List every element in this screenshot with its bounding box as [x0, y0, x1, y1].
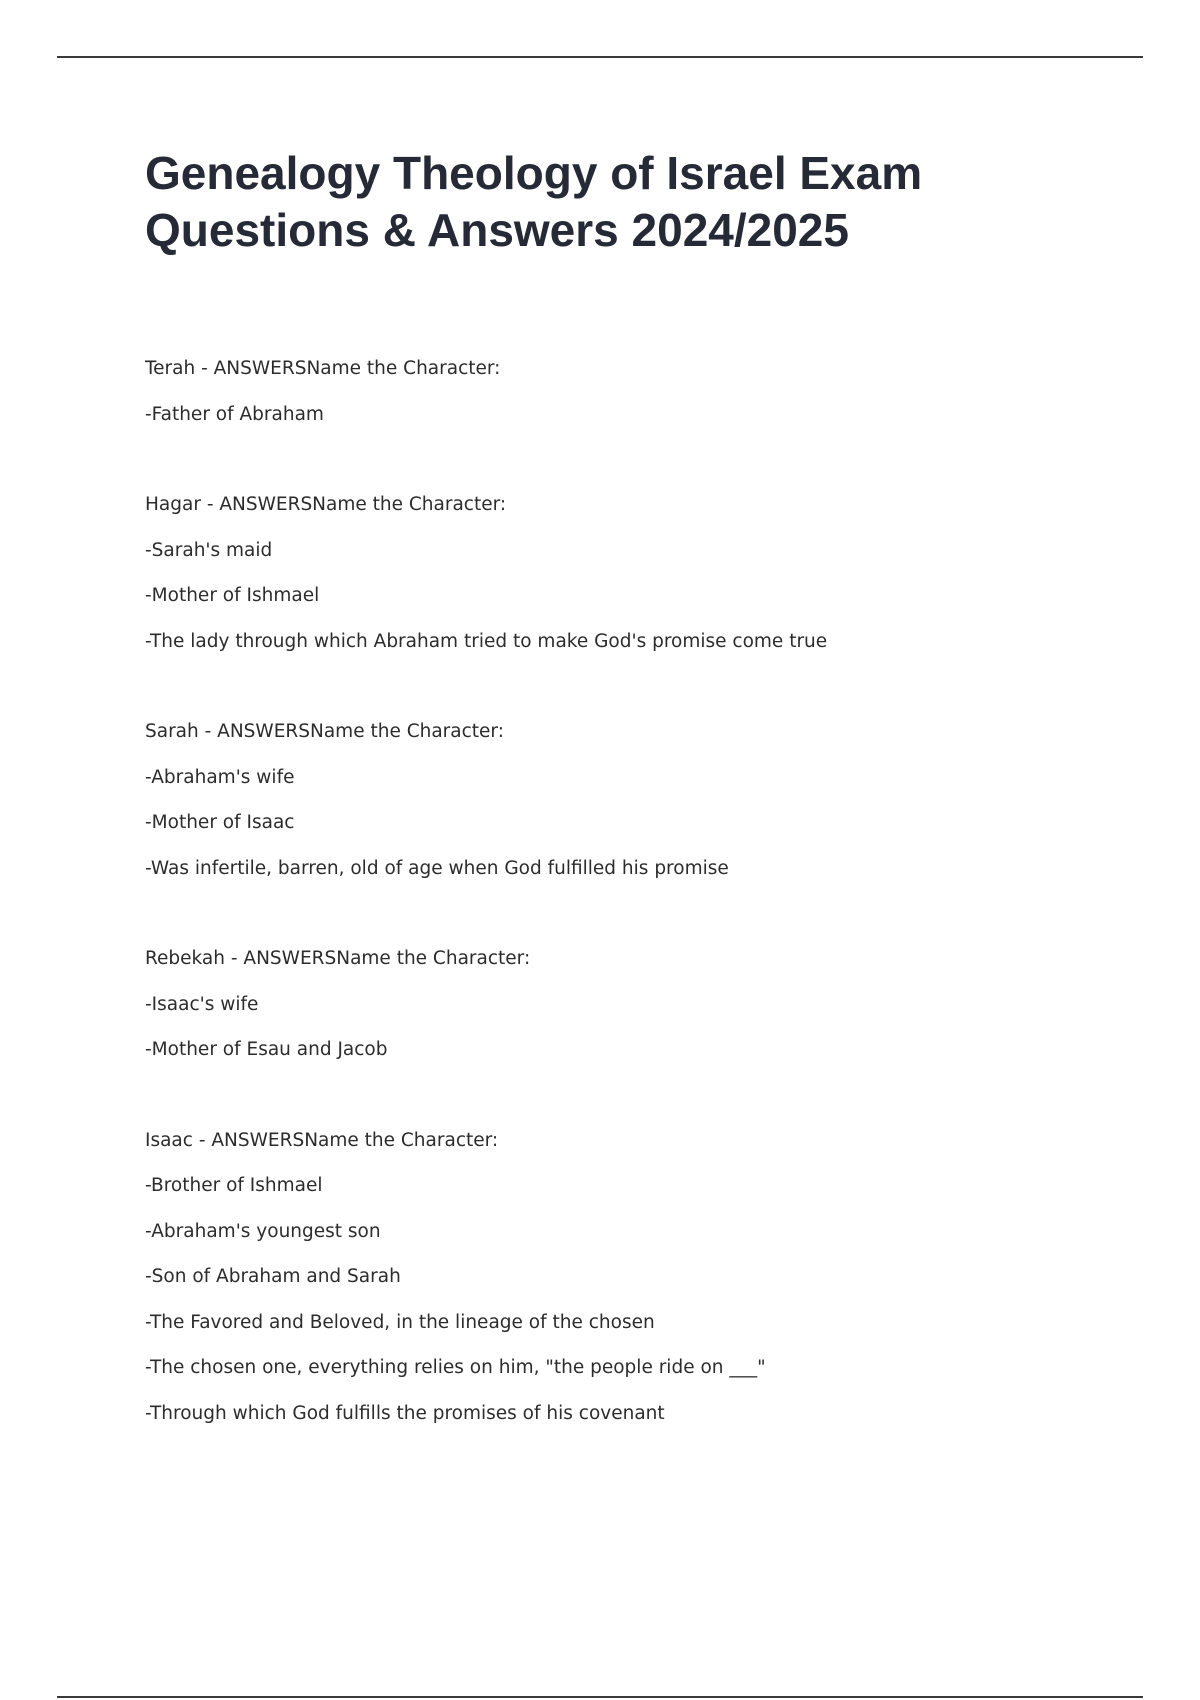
page-title — [145, 145, 1045, 259]
entry-heading: Terah - ANSWERSName the Character: — [145, 358, 501, 379]
entry-detail: -Isaac's wife — [145, 993, 259, 1015]
entry-detail: -Mother of Isaac — [145, 812, 295, 833]
entry-detail: -Through which God fulfills the promises of his covenant — [145, 1402, 665, 1424]
entry-detail: -Mother of Ishmael — [145, 585, 320, 606]
entry-heading: Sarah - ANSWERSName the Character: — [145, 721, 504, 742]
footer-rule — [57, 1696, 1143, 1698]
entry-detail: -Was infertile, barren, old of age when God fulfilled his promise — [145, 857, 729, 879]
entry-detail: -Brother of Ishmael — [145, 1175, 323, 1196]
qa-entry-isaac — [145, 1118, 1095, 1437]
entry-detail: -Abraham's wife — [145, 766, 295, 788]
title-line-1: Genealogy Theology of Israel Exam — [145, 147, 923, 199]
entry-detail: -The chosen one, everything relies on him, "the people ride on ___" — [145, 1357, 766, 1378]
entry-detail: -Abraham's youngest son — [145, 1220, 381, 1242]
qa-entry-hagar — [145, 482, 1095, 664]
entry-detail: -Son of Abraham and Sarah — [145, 1266, 401, 1287]
qa-entry-terah — [145, 346, 1095, 437]
qa-entry-rebekah — [145, 936, 1095, 1073]
entry-detail: -The Favored and Beloved, in the lineage of the chosen — [145, 1311, 655, 1333]
entry-detail: -Father of Abraham — [145, 403, 324, 425]
entry-heading: Rebekah - ANSWERSName the Character: — [145, 948, 531, 969]
header-rule — [57, 56, 1143, 58]
entry-detail: -Mother of Esau and Jacob — [145, 1039, 388, 1060]
qa-entry-sarah — [145, 709, 1095, 891]
entry-detail: -Sarah's maid — [145, 539, 273, 561]
entry-heading: Isaac - ANSWERSName the Character: — [145, 1129, 499, 1151]
qa-list — [145, 346, 1095, 1481]
entry-heading: Hagar - ANSWERSName the Character: — [145, 494, 507, 515]
title-line-2: Questions & Answers 2024/2025 — [145, 204, 849, 256]
entry-detail: -The lady through which Abraham tried to make God's promise come true — [145, 630, 828, 652]
